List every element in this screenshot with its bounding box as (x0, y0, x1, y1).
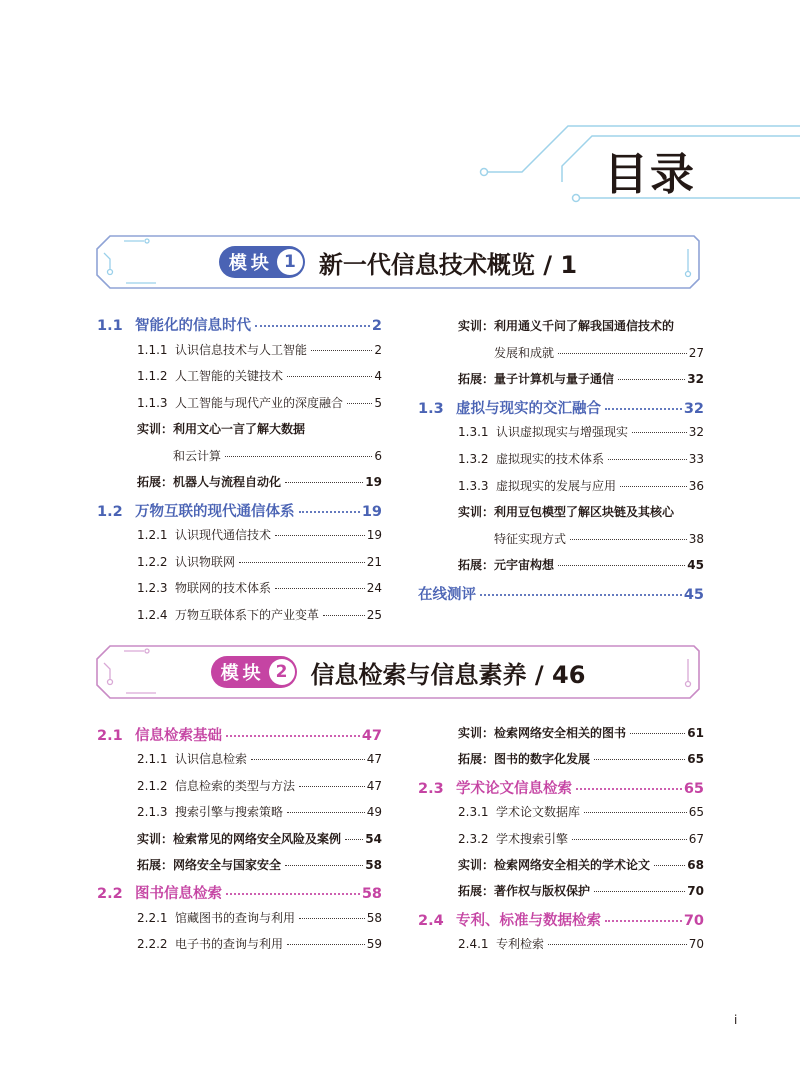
toc-entry-page: 70 (688, 937, 704, 952)
dot-leader (287, 812, 365, 813)
dot-leader (287, 944, 365, 945)
toc-entry-page: 27 (688, 345, 704, 360)
toc-entry-sec[interactable] (97, 882, 382, 903)
toc-entry-sub[interactable] (458, 830, 704, 847)
toc-entry-title: 信息检索的类型与方法 (175, 778, 296, 793)
toc-entry-sub[interactable] (458, 423, 704, 440)
toc-entry-title: 图书信息检索 (135, 886, 222, 903)
toc-entry-page: 2 (374, 342, 382, 357)
toc-entry-number: 1.2.2 (137, 554, 168, 569)
toc-entry-sec[interactable] (418, 777, 704, 798)
toc-entry-title: 发展和成就 (494, 345, 555, 360)
dot-leader (594, 891, 685, 892)
toc-entry-number: 1.2.4 (137, 607, 168, 622)
toc-entry-title: 电子书的查询与利用 (175, 937, 284, 952)
toc-entry-number: 1.2.1 (137, 528, 168, 542)
dot-leader (239, 562, 365, 563)
toc-entry-sub[interactable] (137, 935, 382, 952)
toc-entry-sub[interactable] (458, 803, 704, 820)
toc-entry-title: 学术论文数据库 (496, 805, 581, 820)
toc-entry-sub[interactable] (137, 579, 382, 596)
toc-entry-title: 著作权与版权保护 (494, 884, 591, 899)
toc-entry-title: 馆藏图书的查询与利用 (175, 910, 296, 925)
toc-entry-page: 24 (366, 581, 382, 595)
toc-entry-cont[interactable] (494, 530, 704, 547)
toc-entry-title: 机器人与流程自动化 (173, 475, 282, 489)
toc-entry-title: 虚拟现实的技术体系 (496, 452, 605, 466)
module-badge (219, 246, 305, 278)
toc-entry-title: 网络安全与国家安全 (173, 858, 282, 872)
toc-entry-number: 1.3 (418, 400, 444, 417)
toc-entry-prac[interactable] (458, 882, 704, 899)
toc-entry-cont[interactable] (494, 344, 704, 361)
toc-entry-page: 25 (366, 607, 382, 622)
module-title: 新一代信息技术概览 / 1 (318, 250, 578, 279)
dot-leader (605, 920, 682, 922)
badge-number: 1 (277, 249, 303, 275)
toc-entry-number: 2.3.1 (458, 805, 489, 820)
dot-leader (275, 535, 365, 536)
dot-leader (251, 759, 365, 760)
toc-entry-number: 2.4 (418, 912, 444, 929)
toc-entry-page: 19 (366, 528, 382, 542)
dot-leader (548, 944, 687, 945)
toc-entry-title: 学术论文信息检索 (456, 780, 572, 797)
toc-entry-page: 6 (374, 448, 382, 463)
toc-entry-title: 学术搜索引擎 (496, 831, 569, 846)
toc-entry-title: 专利、标准与数据检索 (456, 912, 601, 929)
module-title: 信息检索与信息素养 / 46 (310, 660, 586, 689)
dot-leader (225, 456, 372, 457)
toc-entry-page: 47 (366, 752, 382, 767)
toc-entry-title: 图书的数字化发展 (494, 752, 591, 767)
badge-char: 模 (228, 253, 247, 274)
toc-entry-page: 5 (374, 395, 382, 410)
dot-leader (608, 459, 687, 460)
toc-entry-prac[interactable] (458, 370, 704, 387)
toc-entry-title: 人工智能与现代产业的深度融合 (175, 395, 344, 410)
dot-leader (287, 376, 372, 377)
toc-entry-number: 实训： (458, 858, 495, 872)
toc-entry-number: 1.3.3 (458, 478, 489, 493)
toc-entry-prac[interactable] (137, 420, 382, 437)
toc-entry-number: 2.3.2 (458, 831, 489, 846)
toc-entry-page: 47 (366, 778, 382, 793)
toc-entry-page: 45 (683, 587, 704, 603)
toc-entry-page: 49 (366, 805, 382, 820)
toc-entry-prac[interactable] (458, 317, 704, 334)
toc-entry-page: 47 (361, 728, 382, 744)
dot-leader (285, 865, 363, 866)
toc-entry-title: 和云计算 (173, 448, 222, 463)
dot-leader (299, 511, 360, 513)
toc-entry-prac[interactable] (458, 856, 704, 873)
badge-char: 块 (250, 253, 269, 274)
circuit-decoration (0, 0, 800, 240)
toc-entry-page: 38 (688, 531, 704, 546)
toc-entry-title: 搜索引擎与搜索策略 (175, 805, 284, 820)
toc-entry-page: 58 (365, 858, 382, 872)
toc-entry-page: 65 (687, 752, 704, 767)
dot-leader (605, 408, 682, 410)
toc-entry-title: 认识信息技术与人工智能 (175, 342, 308, 357)
toc-entry-prac[interactable] (137, 830, 382, 847)
toc-entry-sub[interactable] (137, 394, 382, 411)
toc-entry-page: 58 (366, 910, 382, 925)
toc-entry-sub[interactable] (137, 803, 382, 820)
toc-entry-cont[interactable] (173, 447, 382, 464)
badge-number: 2 (269, 659, 295, 685)
toc-entry-sec[interactable] (418, 397, 704, 418)
toc-entry-number: 实训： (458, 726, 495, 740)
toc-entry-number: 1.1 (97, 318, 123, 334)
toc-entry-number: 拓展： (137, 858, 174, 872)
toc-entry-sec[interactable] (97, 500, 382, 521)
dot-leader (226, 735, 360, 737)
toc-entry-title: 物联网的技术体系 (175, 581, 272, 595)
dot-leader (275, 588, 365, 589)
toc-entry-sub[interactable] (458, 935, 704, 952)
toc-entry-number: 2.3 (418, 780, 444, 797)
toc-entry-sec[interactable] (418, 909, 704, 930)
dot-leader (558, 353, 687, 354)
toc-entry-number: 2.1.3 (137, 805, 168, 820)
toc-entry-sub[interactable] (137, 341, 382, 358)
module-1-banner (96, 235, 700, 289)
toc-entry-number: 2.2 (97, 886, 123, 903)
toc-entry-number: 1.1.3 (137, 395, 168, 410)
module-2-banner (96, 645, 700, 699)
toc-entry-page: 59 (366, 937, 382, 952)
badge-char: 模 (220, 663, 239, 684)
toc-entry-title: 利用通义千问了解我国通信技术的 (494, 319, 675, 333)
toc-entry-page: 19 (361, 503, 382, 520)
toc-entry-page: 65 (683, 780, 704, 797)
toc-entry-sub[interactable] (137, 777, 382, 794)
toc-entry-page: 33 (688, 452, 704, 466)
toc-entry-prac[interactable] (137, 473, 382, 490)
toc-entry-sub[interactable] (137, 606, 382, 623)
toc-entry-page: 36 (688, 478, 704, 493)
toc-entry-title: 人工智能的关键技术 (175, 369, 284, 383)
dot-leader (226, 893, 360, 895)
toc-entry-title: 万物互联的现代通信体系 (135, 503, 295, 520)
toc-entry-title: 在线测评 (418, 587, 476, 603)
toc-entry-number: 拓展： (458, 752, 495, 767)
toc-entry-number: 2.2.2 (137, 937, 168, 952)
dot-leader (594, 759, 685, 760)
dot-leader (323, 615, 365, 616)
toc-entry-page: 68 (687, 858, 704, 872)
toc-entry-title: 检索常见的网络安全风险及案例 (173, 831, 342, 846)
toc-entry-number: 拓展： (458, 558, 495, 573)
toc-entry-title: 认识虚拟现实与增强现实 (496, 425, 629, 440)
toc-entry-number: 实训： (137, 831, 174, 846)
toc-entry-title: 智能化的信息时代 (135, 318, 251, 334)
toc-entry-number: 拓展： (458, 884, 495, 899)
toc-entry-page: 32 (688, 425, 704, 440)
toc-entry-number: 实训： (137, 422, 174, 436)
toc-entry-number: 1.1.2 (137, 369, 168, 383)
toc-entry-page: 4 (374, 369, 382, 383)
dot-leader (654, 865, 685, 866)
toc-entry-title: 检索网络安全相关的学术论文 (494, 858, 651, 872)
toc-entry-page: 70 (687, 884, 704, 899)
toc-entry-number: 1.2.3 (137, 581, 168, 595)
toc-entry-title: 认识信息检索 (175, 752, 248, 767)
toc-entry-number: 1.3.2 (458, 452, 489, 466)
dot-leader (576, 788, 682, 790)
toc-entry-title: 认识现代通信技术 (175, 528, 272, 542)
toc-entry-number: 2.1 (97, 728, 123, 744)
toc-entry-prac[interactable] (137, 856, 382, 873)
dot-leader (311, 350, 372, 351)
dot-leader (630, 733, 685, 734)
toc-entry-title: 万物互联体系下的产业变革 (175, 607, 320, 622)
toc-entry-prac[interactable] (458, 750, 704, 767)
toc-entry-sub[interactable] (137, 553, 382, 570)
toc-entry-page: 70 (683, 912, 704, 929)
dot-leader (620, 486, 687, 487)
toc-entry-title: 元宇宙构想 (494, 558, 555, 573)
toc-entry-page: 54 (365, 831, 382, 846)
toc-entry-sec[interactable] (97, 314, 382, 335)
module-badge (211, 656, 297, 688)
page-number: i (734, 1013, 738, 1027)
toc-entry-number: 2.2.1 (137, 910, 168, 925)
toc-entry-page: 32 (683, 400, 704, 417)
toc-entry-number: 1.1.1 (137, 342, 168, 357)
toc-entry-title: 利用文心一言了解大数据 (173, 422, 306, 436)
toc-entry-page: 21 (366, 554, 382, 569)
toc-entry-sub[interactable] (137, 750, 382, 767)
toc-entry-sec[interactable] (418, 583, 704, 604)
dot-leader (584, 812, 687, 813)
toc-entry-sub[interactable] (137, 526, 382, 543)
toc-entry-title: 认识物联网 (175, 554, 236, 569)
dot-leader (558, 565, 685, 566)
toc-entry-prac[interactable] (458, 556, 704, 573)
badge-char: 块 (242, 663, 261, 684)
toc-entry-number: 拓展： (458, 372, 495, 387)
dot-leader (299, 786, 365, 787)
dot-leader (480, 594, 682, 596)
toc-entry-prac[interactable] (458, 724, 704, 741)
toc-entry-page: 19 (365, 475, 382, 489)
toc-entry-title: 信息检索基础 (135, 728, 222, 744)
dot-leader (299, 918, 365, 919)
dot-leader (345, 839, 363, 840)
toc-entry-sub[interactable] (137, 909, 382, 926)
toc-entry-page: 61 (687, 726, 704, 740)
toc-entry-sec[interactable] (97, 724, 382, 745)
toc-entry-sub[interactable] (458, 477, 704, 494)
toc-entry-title: 特征实现方式 (494, 531, 567, 546)
dot-leader (285, 482, 363, 483)
dot-leader (632, 432, 687, 433)
dot-leader (255, 325, 370, 327)
toc-entry-number: 1.2 (97, 503, 123, 520)
toc-entry-title: 虚拟与现实的交汇融合 (456, 400, 601, 417)
toc-entry-page: 32 (687, 372, 704, 387)
dot-leader (570, 539, 687, 540)
toc-entry-number: 2.1.2 (137, 778, 168, 793)
toc-entry-number: 2.1.1 (137, 752, 168, 767)
toc-entry-page: 65 (688, 805, 704, 820)
toc-entry-page: 58 (361, 886, 382, 903)
toc-entry-number: 实训： (458, 319, 495, 333)
toc-entry-page: 67 (688, 831, 704, 846)
toc-entry-title: 专利检索 (496, 937, 545, 952)
dot-leader (347, 403, 372, 404)
toc-entry-sub[interactable] (458, 450, 704, 467)
toc-entry-sub[interactable] (137, 367, 382, 384)
toc-entry-title: 检索网络安全相关的图书 (494, 726, 627, 740)
toc-entry-title: 利用豆包模型了解区块链及其核心 (494, 505, 675, 520)
page-title: 目录 (604, 149, 696, 200)
toc-entry-number: 2.4.1 (458, 937, 489, 952)
toc-entry-page: 2 (371, 318, 382, 334)
toc-entry-number: 1.3.1 (458, 425, 489, 440)
toc-entry-number: 拓展： (137, 475, 174, 489)
toc-entry-page: 45 (687, 558, 704, 573)
dot-leader (618, 379, 685, 380)
toc-entry-number: 实训： (458, 505, 495, 520)
dot-leader (572, 839, 687, 840)
toc-entry-title: 量子计算机与量子通信 (494, 372, 615, 387)
toc-entry-prac[interactable] (458, 503, 704, 520)
toc-entry-title: 虚拟现实的发展与应用 (496, 478, 617, 493)
